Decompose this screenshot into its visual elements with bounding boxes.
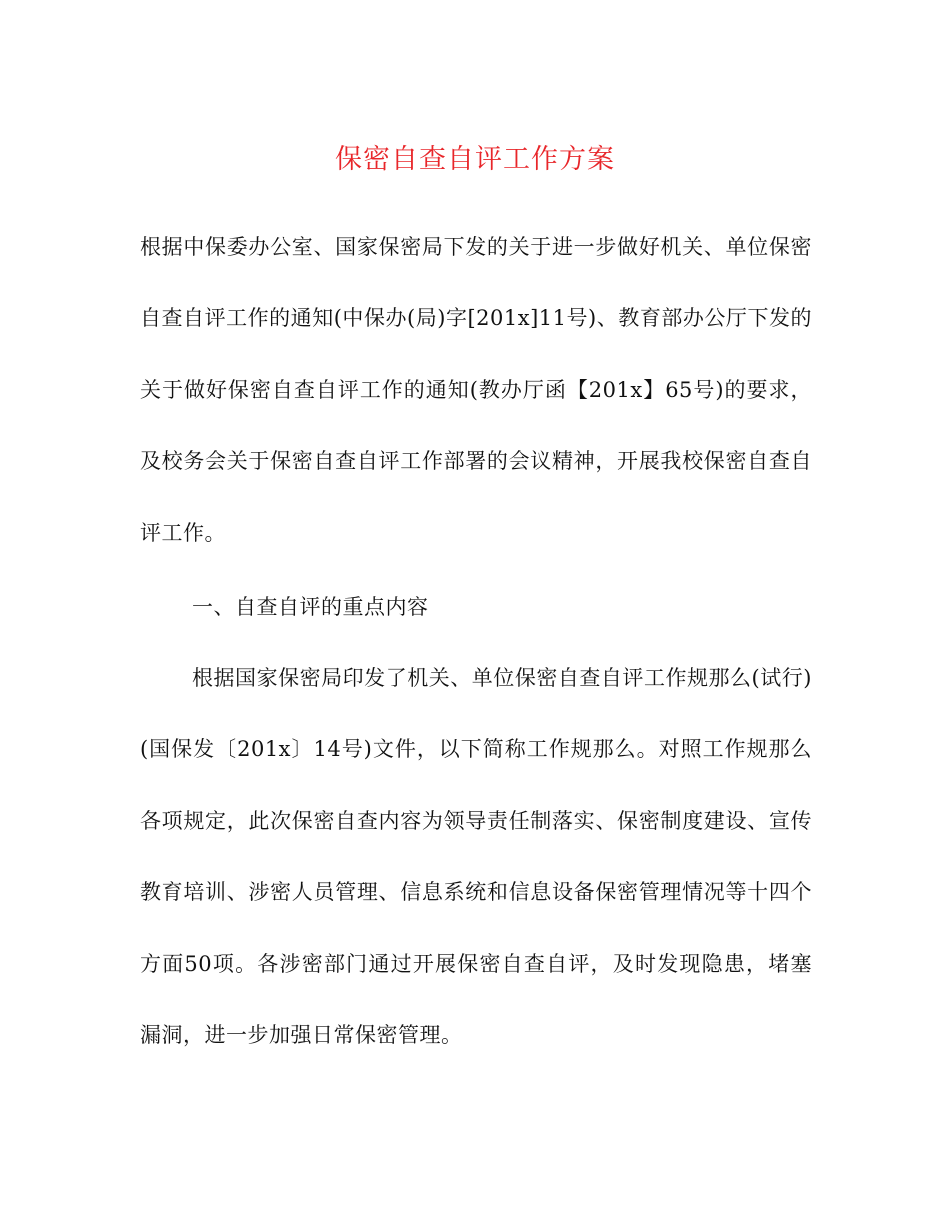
document-title: 保密自查自评工作方案 [335,144,615,175]
intro-paragraph: 根据中保委办公室、国家保密局下发的关于进一步做好机关、单位保密自查自评工作的通知(中保办(局)字[201x]11号)、教育部办公厅下发的关于做好保密自查自评工作的通知(教办厅函【201x】65号)的要求，及校务会关于保密自查自评工作部署的会议精神，开展我校保密自查自评工作。 [140,235,812,545]
section-paragraph: 根据国家保密局印发了机关、单位保密自查自评工作规那么(试行)(国保发〔201x〕14号)文件，以下简称工作规那么。对照工作规那么各项规定，此次保密自查内容为领导责任制落实、保密制度建设、宣传教育培训、涉密人员管理、信息系统和信息设备保密管理情况等十四个方面50项。各涉密部门通过开展保密自查自评，及时发现隐患，堵塞漏洞，进一步加强日常保密管理。 [140,666,812,1048]
section-heading: 一、自查自评的重点内容 [192,595,429,619]
